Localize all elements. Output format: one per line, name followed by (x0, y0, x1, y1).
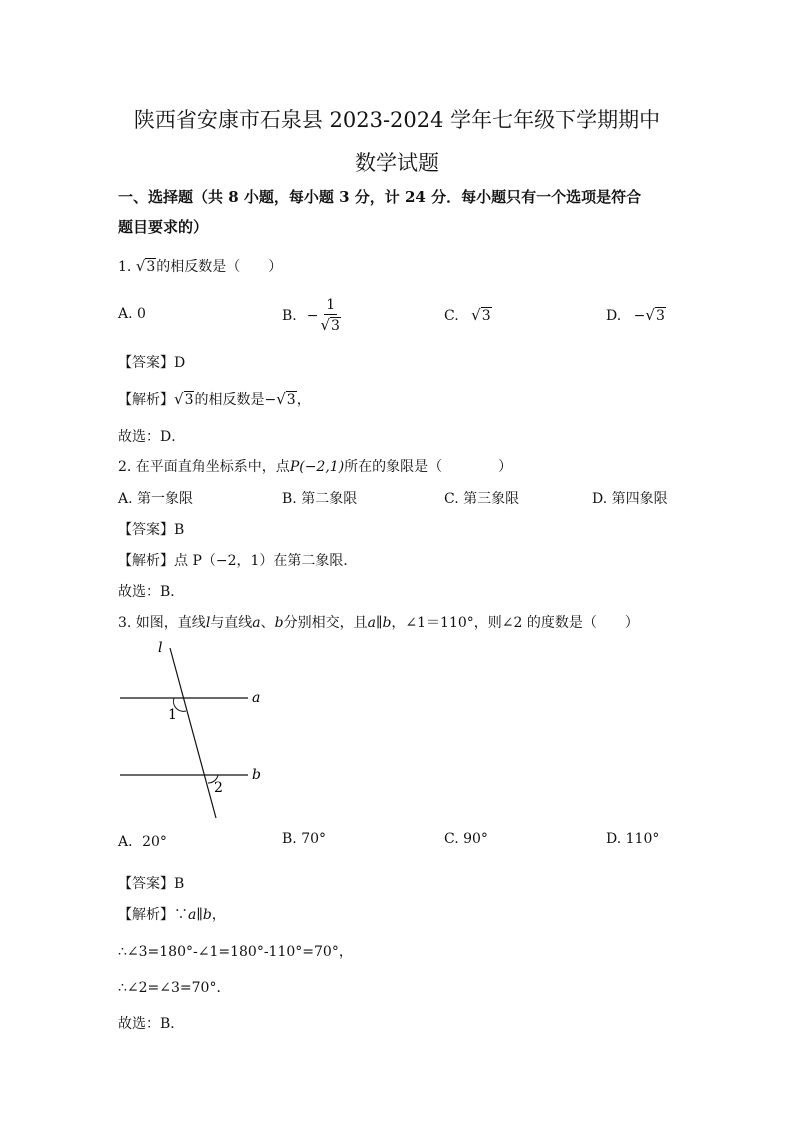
section-heading-line1: 一、选择题（共 8 小题，每小题 3 分，计 24 分．每小题只有一个选项是符合 (118, 188, 642, 206)
q2-option-a: A. 第一象限 (118, 491, 194, 507)
q1-option-b (282, 296, 341, 336)
q3-stem (118, 612, 639, 632)
q1-option-b-denominator: √3 (320, 316, 340, 334)
q1-option-c (444, 306, 492, 324)
q1-analysis (118, 389, 311, 409)
figure-label-a: a (252, 690, 261, 706)
figure-label-1: 1 (168, 707, 177, 723)
q3-choose: 故选：B． (118, 1016, 185, 1032)
figure-label-2: 2 (214, 780, 223, 796)
q1-option-c-sqrt: √3 (471, 306, 491, 324)
q1-option-d-label: D. (606, 308, 622, 324)
q1-option-d-sqrt: √3 (645, 306, 665, 324)
q3-answer: 【答案】B (118, 876, 185, 892)
q2-option-d: D. 第四象限 (592, 491, 668, 507)
page-title: 陕西省安康市石泉县 2023-2024 学年七年级下学期期中 (133, 108, 661, 132)
q2-choose: 故选：B． (118, 584, 185, 600)
q1-analysis-sqrt2: √3 (276, 390, 296, 408)
q1-sqrt: √3 (135, 257, 156, 275)
q3-step2: ∴∠2=∠3=70°． (118, 980, 231, 996)
q1-option-a: A. 0 (118, 306, 146, 322)
q3-stem-a: 3. 如图，直线 (118, 615, 206, 631)
q1-option-c-label: C. (444, 308, 459, 324)
q1-analysis-sqrt1: √3 (174, 390, 194, 408)
q1-number: 1. (118, 259, 132, 275)
q1-stem (118, 256, 282, 276)
figure-label-b: b (252, 767, 261, 783)
q2-stem-a: 2. 在平面直角坐标系中，点 (118, 459, 290, 475)
q1-analysis-mid: 的相反数是 (194, 392, 265, 408)
q3-option-c: C. 90° (444, 831, 488, 847)
q3-option-a: A．20° (118, 834, 167, 850)
q1-option-b-numerator: 1 (326, 297, 336, 313)
q1-radicand: 3 (146, 259, 156, 275)
q3-analysis-end: ， (211, 907, 226, 923)
q3-analysis-parallel: a∥b (188, 907, 212, 923)
q3-parallel: a∥b (367, 615, 392, 631)
q1-answer: 【答案】D (118, 355, 186, 371)
q3-stem-b: 与直线 (210, 615, 253, 631)
q3-analysis-label: 【解析】∵ (118, 907, 188, 923)
q2-option-b: B. 第二象限 (282, 491, 358, 507)
q1-option-c-radicand: 3 (481, 308, 491, 324)
section-heading-line2: 题目要求的） (118, 218, 209, 236)
q1-analysis-radicand2: 3 (286, 392, 296, 408)
q3-line-b: b (274, 615, 284, 631)
q2-point: P(−2,1) (289, 459, 345, 475)
q1-stem-text: 的相反数是（ ） (156, 259, 283, 275)
q3-line-l: l (205, 615, 211, 631)
q1-option-d-minus: − (633, 308, 646, 324)
q1-choose: 故选：D． (118, 429, 186, 445)
q1-option-b-label: B. (282, 308, 297, 324)
page-subtitle: 数学试题 (355, 151, 439, 175)
q1-option-b-radicand: 3 (331, 318, 340, 334)
q2-stem-b: 所在的象限是（ ） (344, 459, 513, 475)
q3-figure (110, 636, 280, 826)
q1-option-d-radicand: 3 (655, 308, 665, 324)
q3-option-b: B. 70° (282, 831, 327, 847)
q1-analysis-minus: − (264, 392, 277, 408)
q2-analysis: 【解析】点 P（−2，1）在第二象限． (118, 553, 358, 569)
q1-analysis-end: ， (296, 392, 311, 408)
q1-analysis-radicand1: 3 (184, 392, 194, 408)
q3-stem-c: 分别相交，且 (283, 615, 368, 631)
q3-stem-d: ，∠1＝110°，则∠2 的度数是（ ） (391, 615, 639, 631)
q1-option-d (606, 306, 666, 324)
q3-option-d: D. 110° (606, 831, 660, 847)
q3-sep: 、 (260, 615, 275, 631)
q3-step1: ∴∠3=180°-∠1=180°-110°=70°， (118, 944, 353, 960)
q3-analysis (118, 904, 226, 924)
q1-option-b-fraction (320, 296, 340, 336)
figure-label-l: l (158, 640, 163, 656)
q1-analysis-label: 【解析】 (118, 392, 174, 408)
q2-stem (118, 456, 512, 476)
q2-answer: 【答案】B (118, 522, 185, 538)
q2-option-c: C. 第三象限 (444, 491, 520, 507)
q1-option-b-minus: − (306, 308, 319, 324)
q3-line-a: a (252, 615, 261, 631)
line-l (170, 648, 216, 818)
